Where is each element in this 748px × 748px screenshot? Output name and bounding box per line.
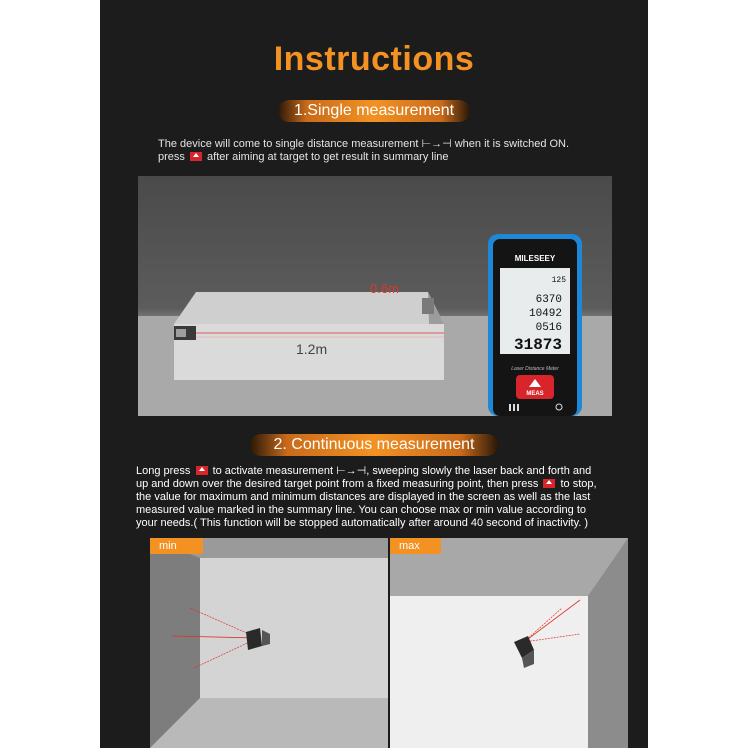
- continuous-measurement-scene: [150, 538, 628, 748]
- distance-label-top: 0.6m: [370, 281, 399, 296]
- meas-button-icon: [543, 479, 555, 488]
- laser-distance-meter: [488, 234, 582, 416]
- min-room: [150, 538, 388, 748]
- section1-text-line2-a: press: [158, 151, 185, 163]
- section2-line1-b: to activate measurement ⊢→⊣, sweeping slowly the laser back and forth and: [212, 465, 592, 477]
- section1-text: [158, 138, 618, 164]
- section2-text: [136, 465, 636, 530]
- meas-button-icon: [190, 152, 202, 161]
- screen-line2: 10492: [528, 308, 562, 320]
- box-top: [174, 292, 444, 324]
- distance-label-bottom: 1.2m: [296, 341, 328, 357]
- single-measurement-scene: [138, 176, 612, 416]
- section1-text-line2-b: after aiming at target to get result in summary line: [207, 151, 449, 163]
- section2-line1: [136, 465, 636, 478]
- max-tag: max: [390, 538, 441, 554]
- screen-readout-top: 125: [551, 276, 566, 285]
- section2-line2-b: to stop,: [560, 478, 597, 490]
- screen-line3: 0516: [535, 322, 562, 334]
- screen-summary: 31873: [513, 336, 562, 354]
- max-room: [390, 538, 628, 748]
- menu-icon-bar1: [509, 404, 511, 411]
- menu-icon-bar2: [513, 404, 515, 411]
- section2-heading: 2. Continuous measurement: [250, 434, 498, 456]
- section1-text-line1: The device will come to single distance measurement ⊢→⊣ when it is switched ON.: [158, 138, 570, 150]
- section2-line3: the value for maximum and minimum distances are displayed in the screen as well as the last: [136, 491, 591, 503]
- min-tag: min: [150, 538, 203, 554]
- continuous-measurement-illustration: [150, 538, 628, 748]
- section2-line2-a: up and down over the desired target point from a fixed measuring point, then press: [136, 478, 539, 490]
- section2-line5: your needs.( This function will be stopped automatically after around 40 second of inactivity. ): [136, 517, 589, 529]
- screen-line1: 6370: [535, 294, 562, 306]
- device-brand: MILESEEY: [514, 254, 556, 263]
- min-back-wall: [200, 558, 388, 698]
- device-label: Laser Distance Meter: [511, 366, 559, 372]
- meas-button-label: MEAS: [526, 391, 544, 397]
- scene-divider: [388, 538, 390, 748]
- section1-text-line2: [158, 151, 618, 164]
- meas-button-icon: [196, 466, 208, 475]
- instructions-panel: [100, 0, 648, 748]
- box-notch: [422, 298, 434, 314]
- single-measurement-illustration: [138, 176, 612, 416]
- section2-line1-a: Long press: [136, 465, 191, 477]
- section2-line4: measured value marked in the summary line. You can choose max or min value according to: [136, 504, 587, 516]
- page-title: Instructions: [273, 40, 475, 78]
- sensor-window: [176, 329, 186, 337]
- section1-heading: 1.Single measurement: [278, 100, 470, 122]
- section2-line2: [136, 478, 636, 491]
- max-back-wall: [390, 596, 588, 748]
- menu-icon-bar3: [517, 404, 519, 411]
